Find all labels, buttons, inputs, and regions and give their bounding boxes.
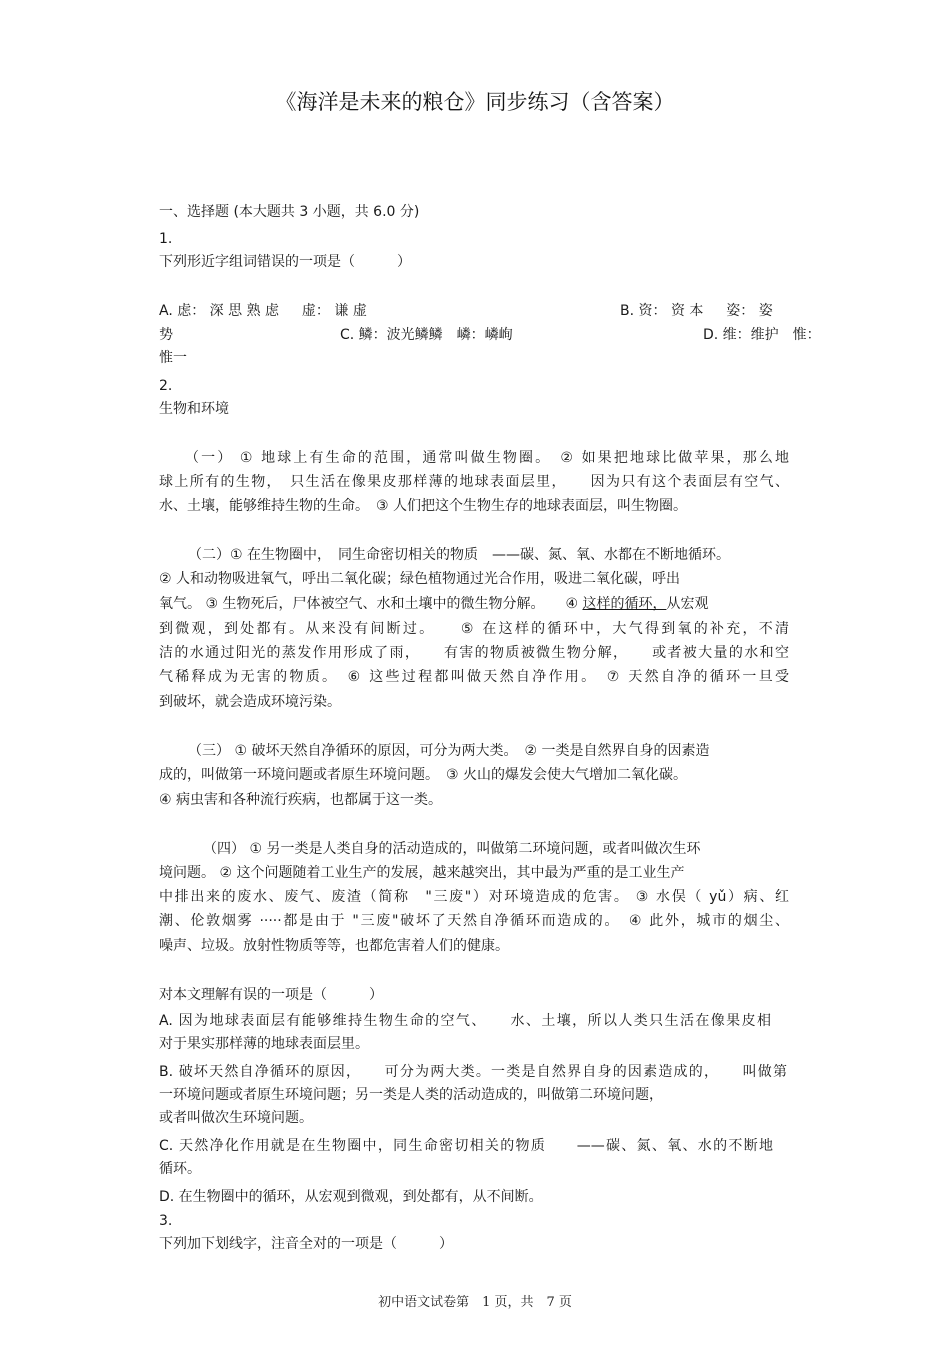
passage-line: （二）① 在生物圈中， 同生命密切相关的物质 ——碳、氮、氧、水都在不断地循环。 <box>188 547 730 563</box>
question-stem: 下列加下划线字，注音全对的一项是（ ） <box>159 1236 453 1252</box>
option-b-continued: 势 <box>159 327 173 343</box>
passage-line: 到微观，到处都有。从来没有间断过。 ⑤ 在这样的循环中，大气得到氧的补充，不清 <box>159 621 789 637</box>
passage-line: 境问题。 ② 这个问题随着工业生产的发展，越来越突出，其中最为严重的是工业生产 <box>159 865 685 881</box>
option-a-continued: 对于果实那样薄的地球表面层里。 <box>159 1036 369 1052</box>
option-c-continued: 循环。 <box>159 1161 201 1177</box>
option-a: A. 因为地球表面层有能够维持生物生命的空气、 水、土壤，所以人类只生活在像果皮相 <box>159 1013 771 1029</box>
option-b-continued: 或者叫做次生环境问题。 <box>159 1110 313 1126</box>
passage-line: （一） ① 地球上有生命的范围，通常叫做生物圈。 ② 如果把地球比做苹果，那么地 <box>185 450 789 466</box>
passage-line: ④ 病虫害和各种流行疾病，也都属于这一类。 <box>159 792 442 808</box>
question-stem: 对本文理解有误的一项是（ ） <box>159 987 383 1003</box>
option-b: B. 破坏天然自净循环的原因， 可分为两大类。一类是自然界自身的因素造成的， 叫做第 <box>159 1064 787 1080</box>
question-stem: 下列形近字组词错误的一项是（ ） <box>159 254 411 270</box>
passage-line: 水、土壤，能够维持生物的生命。 ③ 人们把这个生物生存的地球表面层，叫生物圈。 <box>159 498 687 514</box>
question-number: 2. <box>159 378 173 394</box>
option-b: B. 资： 资 本 姿： 姿 <box>620 303 773 319</box>
question-number: 3. <box>159 1213 173 1229</box>
passage-line: 球上所有的生物， 只生活在像果皮那样薄的地球表面层里， 因为只有这个表面层有空气、 <box>159 474 789 490</box>
option-d: D. 在生物圈中的循环，从宏观到微观，到处都有，从不间断。 <box>159 1189 543 1205</box>
option-c: C. 天然净化作用就是在生物圈中，同生命密切相关的物质 ——碳、氮、氧、水的不断地 <box>159 1138 773 1154</box>
option-d-continued: 惟一 <box>159 350 187 366</box>
passage-text: 从宏观 <box>666 596 709 612</box>
passage-line: 洁的水通过阳光的蒸发作用形成了雨， 有害的物质被微生物分解， 或者被大量的水和空 <box>159 645 789 661</box>
passage-line <box>159 595 708 613</box>
option-b-continued: 一环境问题或者原生环境问题；另一类是人类的活动造成的，叫做第二环境问题， <box>159 1087 663 1103</box>
page-title: 《海洋是未来的粮仓》同步练习（含答案） <box>275 90 675 114</box>
passage-line: ② 人和动物吸进氧气，呼出二氧化碳；绿色植物通过光合作用，吸进二氧化碳，呼出 <box>159 571 680 587</box>
passage-line: 噪声、垃圾。放射性物质等等，也都危害着人们的健康。 <box>159 938 509 954</box>
passage-line: （三） ① 破坏天然自净循环的原因，可分为两大类。 ② 一类是自然界自身的因素造 <box>188 743 710 759</box>
passage-title: 生物和环境 <box>159 401 229 417</box>
passage-line: 成的，叫做第一环境问题或者原生环境问题。 ③ 火山的爆发会使大气增加二氧化碳。 <box>159 767 687 783</box>
section-header: 一、选择题 (本大题共 3 小题，共 6.0 分) <box>159 204 420 220</box>
option-a: A. 虑： 深 思 熟 虑 虚： 谦 虚 <box>159 303 367 319</box>
passage-line: 中排出来的废水、废气、废渣（简称 "三废"）对环境造成的危害。 ③ 水俣（ yǔ）病、红 <box>159 889 789 905</box>
question-number: 1. <box>159 231 173 247</box>
passage-line: 气稀释成为无害的物质。 ⑥ 这些过程都叫做天然自净作用。 ⑦ 天然自净的循环一旦受 <box>159 669 789 685</box>
passage-line: 潮、伦敦烟雾 ·····都是由于 "三废"破坏了天然自净循环而造成的。 ④ 此外，城市的烟尘、 <box>159 913 789 929</box>
passage-text: 氧气。 ③ 生物死后，尸体被空气、水和土壤中的微生物分解。 ④ <box>159 596 579 612</box>
option-d: D. 维：维护 惟： <box>703 327 821 343</box>
underlined-phrase: 这样的循环， <box>582 596 667 612</box>
passage-line: （四） ① 另一类是人类自身的活动造成的，叫做第二环境问题，或者叫做次生环 <box>203 841 701 857</box>
passage-line: 到破坏，就会造成环境污染。 <box>159 694 341 710</box>
page-footer: 初中语文试卷第 1 页，共 7 页 <box>378 1295 572 1310</box>
option-c: C. 鳞：波光鳞鳞 嶙：嶙峋 <box>340 327 513 343</box>
